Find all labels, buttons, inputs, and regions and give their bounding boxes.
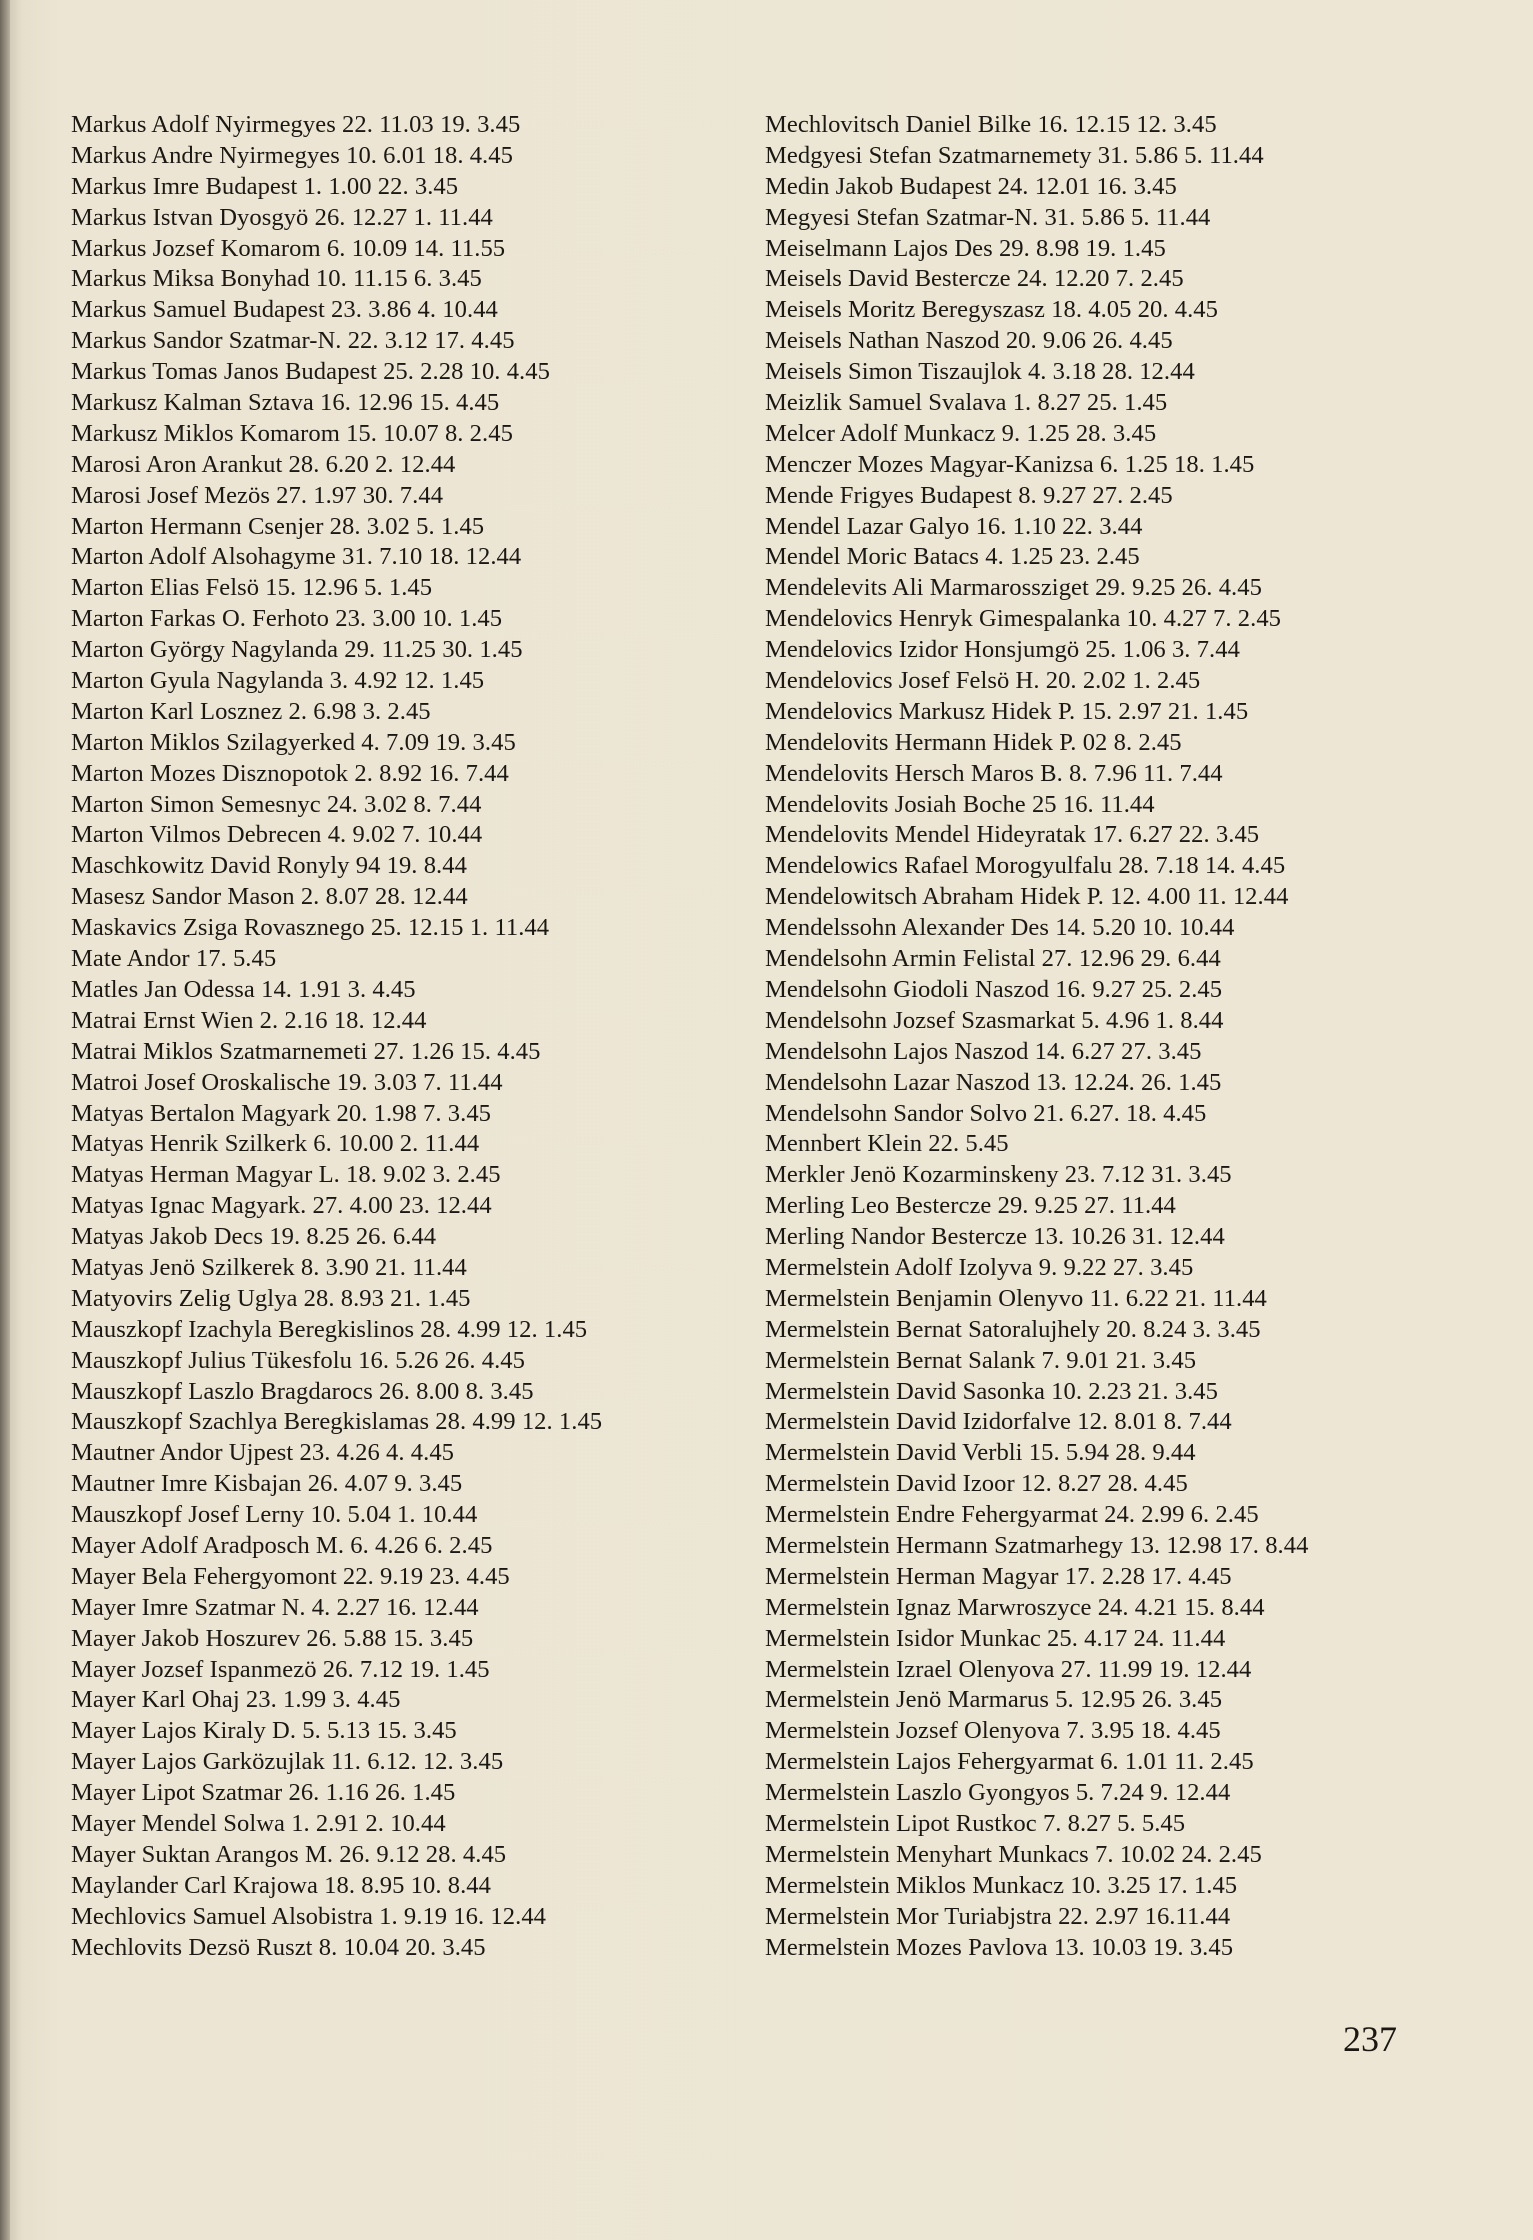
list-entry: Mechlovitsch Daniel Bilke 16. 12.15 12. 3.45 — [765, 111, 1217, 138]
list-entry: Mauszkopf Julius Tükesfolu 16. 5.26 26. 4.45 — [71, 1346, 525, 1374]
list-entry: Mermelstein Lipot Rustkoc 7. 8.27 5. 5.45 — [765, 1809, 1186, 1837]
list-entry: Mendelsohn Sandor Solvo 21. 6.27. 18. 4.45 — [765, 1099, 1207, 1127]
list-entry: Mennbert Klein 22. 5.45 — [765, 1130, 1009, 1158]
list-entry: Marton Simon Semesnyc 24. 3.02 8. 7.44 — [71, 790, 482, 818]
list-entry: Maschkowitz David Ronyly 94 19. 8.44 — [71, 852, 467, 880]
list-entry: Mauszkopf Izachyla Beregkislinos 28. 4.99 12. 1.45 — [71, 1315, 588, 1343]
list-entry: Markus Sandor Szatmar-N. 22. 3.12 17. 4.45 — [71, 327, 515, 355]
list-entry: Medgyesi Stefan Szatmarnemety 31. 5.86 5. 11.44 — [765, 141, 1264, 169]
list-entry: Mendelowitsch Abraham Hidek P. 12. 4.00 11. 12.44 — [765, 883, 1289, 911]
list-entry: Mermelstein Lajos Fehergyarmat 6. 1.01 11. 2.45 — [765, 1748, 1254, 1776]
list-entry: Mendelovics Henryk Gimespalanka 10. 4.27 7. 2.45 — [765, 605, 1282, 633]
list-entry: Mendel Moric Batacs 4. 1.25 23. 2.45 — [765, 543, 1140, 571]
list-entry: Mermelstein David Izidorfalve 12. 8.01 8. 7.44 — [765, 1408, 1232, 1436]
list-entry: Markus Imre Budapest 1. 1.00 22. 3.45 — [71, 172, 459, 200]
list-entry: Mayer Bela Fehergyomont 22. 9.19 23. 4.45 — [71, 1562, 510, 1590]
list-entry: Mate Andor 17. 5.45 — [71, 945, 277, 973]
list-entry: Matyas Ignac Magyark. 27. 4.00 23. 12.44 — [71, 1192, 492, 1220]
list-entry: Mendelsohn Lazar Naszod 13. 12.24. 26. 1.45 — [765, 1068, 1222, 1096]
list-entry: Mautner Imre Kisbajan 26. 4.07 9. 3.45 — [71, 1470, 463, 1498]
list-entry: Maskavics Zsiga Rovasznego 25. 12.15 1. 11.44 — [71, 914, 550, 942]
list-entry: Mendelovics Izidor Honsjumgö 25. 1.06 3. 7.44 — [765, 636, 1240, 664]
list-entry: Menczer Mozes Magyar-Kanizsa 6. 1.25 18. 1.45 — [765, 450, 1255, 478]
list-entry: Marton Miklos Szilagyerked 4. 7.09 19. 3.45 — [71, 728, 516, 756]
list-entry: Mendelovits Hersch Maros B. 8. 7.96 11. 7.44 — [765, 759, 1223, 787]
list-entry: Mechlovits Dezsö Ruszt 8. 10.04 20. 3.45 — [71, 1933, 486, 1961]
list-entry: Mermelstein Herman Magyar 17. 2.28 17. 4.45 — [765, 1562, 1232, 1590]
list-entry: Meisels David Bestercze 24. 12.20 7. 2.45 — [765, 265, 1184, 293]
page-number: 237 — [1343, 2019, 1397, 2059]
list-entry: Markus Adolf Nyirmegyes 22. 11.03 19. 3.45 — [71, 111, 521, 138]
list-entry: Mautner Andor Ujpest 23. 4.26 4. 4.45 — [71, 1439, 455, 1467]
list-entry: Mendelovits Hermann Hidek P. 02 8. 2.45 — [765, 728, 1182, 756]
list-entry: Mendelssohn Alexander Des 14. 5.20 10. 10.44 — [765, 914, 1235, 942]
list-entry: Medin Jakob Budapest 24. 12.01 16. 3.45 — [765, 172, 1177, 200]
list-entry: Markus Miksa Bonyhad 10. 11.15 6. 3.45 — [71, 265, 482, 293]
list-entry: Mayer Imre Szatmar N. 4. 2.27 16. 12.44 — [71, 1593, 479, 1621]
list-entry: Mendel Lazar Galyo 16. 1.10 22. 3.44 — [765, 512, 1143, 540]
list-entry: Mermelstein Menyhart Munkacs 7. 10.02 24. 2.45 — [765, 1840, 1262, 1868]
list-entry: Mendelsohn Armin Felistal 27. 12.96 29. 6.44 — [765, 945, 1221, 973]
list-entry: Matles Jan Odessa 14. 1.91 3. 4.45 — [71, 975, 416, 1003]
list-entry: Merkler Jenö Kozarminskeny 23. 7.12 31. 3.45 — [765, 1161, 1232, 1189]
list-entry: Marton Adolf Alsohagyme 31. 7.10 18. 12.44 — [71, 543, 522, 571]
list-entry: Mendelovits Josiah Boche 25 16. 11.44 — [765, 790, 1155, 818]
list-entry: Masesz Sandor Mason 2. 8.07 28. 12.44 — [71, 883, 468, 911]
list-entry: Marton Vilmos Debrecen 4. 9.02 7. 10.44 — [71, 821, 483, 849]
list-entry: Mermelstein Miklos Munkacz 10. 3.25 17. 1.45 — [765, 1871, 1238, 1899]
list-entry: Mermelstein Endre Fehergyarmat 24. 2.99 6. 2.45 — [765, 1501, 1259, 1529]
list-entry: Mermelstein Ignaz Marwroszyce 24. 4.21 15. 8.44 — [765, 1593, 1265, 1621]
book-spine-shadow — [0, 0, 10, 2240]
list-entry: Mayer Jozsef Ispanmezö 26. 7.12 19. 1.45 — [71, 1655, 490, 1683]
list-entry: Meisels Simon Tiszaujlok 4. 3.18 28. 12.44 — [765, 358, 1195, 386]
list-entry: Mermelstein Bernat Satoralujhely 20. 8.24 3. 3.45 — [765, 1315, 1261, 1343]
list-entry: Meisels Moritz Beregyszasz 18. 4.05 20. 4.45 — [765, 296, 1219, 324]
list-entry: Melcer Adolf Munkacz 9. 1.25 28. 3.45 — [765, 419, 1157, 447]
list-entry: Mermelstein Isidor Munkac 25. 4.17 24. 11.44 — [765, 1624, 1226, 1652]
list-entry: Mayer Mendel Solwa 1. 2.91 2. 10.44 — [71, 1809, 446, 1837]
list-entry: Markus Istvan Dyosgyö 26. 12.27 1. 11.44 — [71, 203, 493, 231]
list-entry: Markusz Miklos Komarom 15. 10.07 8. 2.45 — [71, 419, 513, 447]
list-entry: Mermelstein Laszlo Gyongyos 5. 7.24 9. 12.44 — [765, 1779, 1231, 1807]
list-entry: Megyesi Stefan Szatmar-N. 31. 5.86 5. 11.44 — [765, 203, 1211, 231]
list-entry: Mayer Karl Ohaj 23. 1.99 3. 4.45 — [71, 1686, 401, 1714]
list-entry: Mermelstein Mozes Pavlova 13. 10.03 19. 3.45 — [765, 1933, 1234, 1961]
list-entry: Mendelsohn Jozsef Szasmarkat 5. 4.96 1. 8.44 — [765, 1006, 1224, 1034]
list-entry: Mermelstein Hermann Szatmarhegy 13. 12.98 17. 8.44 — [765, 1531, 1309, 1559]
list-entry: Meisels Nathan Naszod 20. 9.06 26. 4.45 — [765, 327, 1173, 355]
list-entry: Mermelstein David Izoor 12. 8.27 28. 4.45 — [765, 1470, 1188, 1498]
list-entry: Markus Andre Nyirmegyes 10. 6.01 18. 4.45 — [71, 141, 513, 169]
list-entry: Meizlik Samuel Svalava 1. 8.27 25. 1.45 — [765, 389, 1168, 417]
list-entry: Mechlovics Samuel Alsobistra 1. 9.19 16. 12.44 — [71, 1902, 547, 1930]
list-entry: Mauszkopf Josef Lerny 10. 5.04 1. 10.44 — [71, 1501, 478, 1529]
list-entry: Mermelstein Jozsef Olenyova 7. 3.95 18. 4.45 — [765, 1717, 1221, 1745]
list-entry: Mayer Adolf Aradposch M. 6. 4.26 6. 2.45 — [71, 1531, 493, 1559]
list-entry: Mermelstein Adolf Izolyva 9. 9.22 27. 3.45 — [765, 1253, 1194, 1281]
list-entry: Meiselmann Lajos Des 29. 8.98 19. 1.45 — [765, 234, 1166, 262]
list-entry: Matyas Henrik Szilkerk 6. 10.00 2. 11.44 — [71, 1130, 480, 1158]
list-entry: Matyas Bertalon Magyark 20. 1.98 7. 3.45 — [71, 1099, 492, 1127]
list-entry: Mendelovits Mendel Hideyratak 17. 6.27 22. 3.45 — [765, 821, 1260, 849]
list-entry: Mendelovics Josef Felsö H. 20. 2.02 1. 2.45 — [765, 667, 1201, 695]
list-entry: Mendelowics Rafael Morogyulfalu 28. 7.18 14. 4.45 — [765, 852, 1286, 880]
list-entry: Matyovirs Zelig Uglya 28. 8.93 21. 1.45 — [71, 1284, 471, 1312]
list-entry: Marton Elias Felsö 15. 12.96 5. 1.45 — [71, 574, 433, 602]
list-entry: Mauszkopf Szachlya Beregkislamas 28. 4.99 12. 1.45 — [71, 1408, 603, 1436]
list-entry: Marton Karl Losznez 2. 6.98 3. 2.45 — [71, 697, 431, 725]
list-entry: Mende Frigyes Budapest 8. 9.27 27. 2.45 — [765, 481, 1173, 509]
list-entry: Markus Samuel Budapest 23. 3.86 4. 10.44 — [71, 296, 498, 324]
right-column-list — [765, 110, 1308, 1963]
list-entry: Markusz Kalman Sztava 16. 12.96 15. 4.45 — [71, 389, 500, 417]
list-entry: Mendelsohn Lajos Naszod 14. 6.27 27. 3.45 — [765, 1037, 1202, 1065]
list-entry: Mayer Lipot Szatmar 26. 1.16 26. 1.45 — [71, 1779, 456, 1807]
list-entry: Mayer Jakob Hoszurev 26. 5.88 15. 3.45 — [71, 1624, 474, 1652]
list-entry: Mendelovics Markusz Hidek P. 15. 2.97 21. 1.45 — [765, 697, 1249, 725]
list-entry: Markus Tomas Janos Budapest 25. 2.28 10. 4.45 — [71, 358, 550, 386]
list-entry: Marton Mozes Disznopotok 2. 8.92 16. 7.44 — [71, 759, 509, 787]
list-entry: Mendelevits Ali Marmarossziget 29. 9.25 26. 4.45 — [765, 574, 1262, 602]
list-entry: Mermelstein Benjamin Olenyvo 11. 6.22 21. 11.44 — [765, 1284, 1267, 1312]
list-entry: Marton György Nagylanda 29. 11.25 30. 1.45 — [71, 636, 523, 664]
list-entry: Mermelstein Jenö Marmarus 5. 12.95 26. 3.45 — [765, 1686, 1223, 1714]
list-entry: Merling Nandor Bestercze 13. 10.26 31. 12.44 — [765, 1223, 1225, 1251]
list-entry: Matroi Josef Oroskalische 19. 3.03 7. 11.44 — [71, 1068, 503, 1096]
list-entry: Marosi Josef Mezös 27. 1.97 30. 7.44 — [71, 481, 444, 509]
list-entry: Mendelsohn Giodoli Naszod 16. 9.27 25. 2.45 — [765, 975, 1223, 1003]
list-entry: Mayer Lajos Garközujlak 11. 6.12. 12. 3.45 — [71, 1748, 504, 1776]
list-entry: Matyas Jenö Szilkerek 8. 3.90 21. 11.44 — [71, 1253, 467, 1281]
list-entry: Markus Jozsef Komarom 6. 10.09 14. 11.55 — [71, 234, 506, 262]
list-entry: Mermelstein David Verbli 15. 5.94 28. 9.44 — [765, 1439, 1196, 1467]
list-entry: Matrai Ernst Wien 2. 2.16 18. 12.44 — [71, 1006, 427, 1034]
list-entry: Mermelstein David Sasonka 10. 2.23 21. 3.45 — [765, 1377, 1218, 1405]
left-column-list — [71, 110, 602, 1963]
list-entry: Mayer Lajos Kiraly D. 5. 5.13 15. 3.45 — [71, 1717, 457, 1745]
list-entry: Marton Hermann Csenjer 28. 3.02 5. 1.45 — [71, 512, 485, 540]
list-entry: Mermelstein Mor Turiabjstra 22. 2.97 16.11.44 — [765, 1902, 1231, 1930]
list-entry: Mermelstein Bernat Salank 7. 9.01 21. 3.45 — [765, 1346, 1197, 1374]
list-entry: Matyas Jakob Decs 19. 8.25 26. 6.44 — [71, 1223, 437, 1251]
list-entry: Mayer Suktan Arangos M. 26. 9.12 28. 4.45 — [71, 1840, 507, 1868]
list-entry: Matyas Herman Magyar L. 18. 9.02 3. 2.45 — [71, 1161, 501, 1189]
list-entry: Maylander Carl Krajowa 18. 8.95 10. 8.44 — [71, 1871, 491, 1899]
list-entry: Marton Gyula Nagylanda 3. 4.92 12. 1.45 — [71, 667, 485, 695]
list-entry: Merling Leo Bestercze 29. 9.25 27. 11.44 — [765, 1192, 1176, 1220]
list-entry: Marton Farkas O. Ferhoto 23. 3.00 10. 1.45 — [71, 605, 503, 633]
list-entry: Marosi Aron Arankut 28. 6.20 2. 12.44 — [71, 450, 456, 478]
list-entry: Matrai Miklos Szatmarnemeti 27. 1.26 15. 4.45 — [71, 1037, 541, 1065]
list-entry: Mermelstein Izrael Olenyova 27. 11.99 19. 12.44 — [765, 1655, 1252, 1683]
list-entry: Mauszkopf Laszlo Bragdarocs 26. 8.00 8. 3.45 — [71, 1377, 534, 1405]
